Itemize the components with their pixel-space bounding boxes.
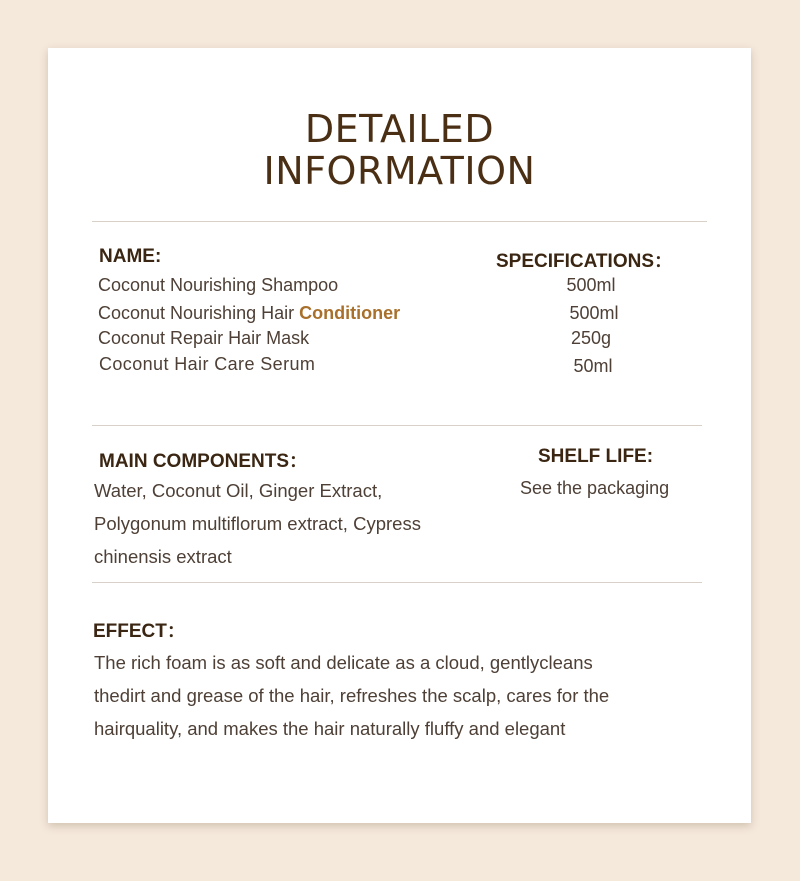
product-spec-serum: 50ml: [573, 356, 613, 376]
effect-line-1: The rich foam is as soft and delicate as a cloud, gentlycleans: [94, 652, 593, 673]
product-name-conditioner-accent: Conditioner: [299, 303, 401, 323]
effect-line-2: thedirt and grease of the hair, refreshes the scalp, cares for the: [94, 685, 610, 706]
components-heading: MAIN COMPONENTS：: [99, 451, 309, 472]
product-name-hair-mask: Coconut Repair Hair Mask: [98, 328, 310, 348]
effect-heading: EFFECT：: [93, 621, 186, 642]
components-line-3: chinensis extract: [94, 546, 232, 567]
divider-top: [92, 221, 707, 222]
product-name-conditioner-main: Coconut Nourishing Hair: [98, 303, 300, 323]
components-line-2: Polygonum multiflorum extract, Cypress: [94, 513, 421, 534]
components-line-1: Water, Coconut Oil, Ginger Extract,: [94, 480, 383, 501]
shelf-life-heading: SHELF LIFE:: [538, 446, 654, 467]
page-title-line1: DETAILED: [304, 107, 495, 151]
info-card: [48, 48, 751, 823]
product-spec-hair-mask: 250g: [570, 328, 612, 348]
divider-middle: [92, 425, 702, 426]
product-name-conditioner: [98, 303, 400, 324]
divider-bottom: [92, 582, 702, 583]
page-title-line2: INFORMATION: [263, 149, 536, 193]
name-heading: NAME:: [99, 246, 162, 267]
product-name-serum: Coconut Hair Care Serum: [99, 354, 316, 374]
product-name-shampoo: Coconut Nourishing Shampoo: [98, 275, 339, 295]
product-spec-conditioner: 500ml: [569, 303, 619, 323]
shelf-life-value: See the packaging: [520, 478, 670, 498]
effect-line-3: hairquality, and makes the hair naturally fluffy and elegant: [94, 718, 566, 739]
product-spec-shampoo: 500ml: [566, 275, 616, 295]
specifications-heading: SPECIFICATIONS：: [496, 251, 673, 272]
